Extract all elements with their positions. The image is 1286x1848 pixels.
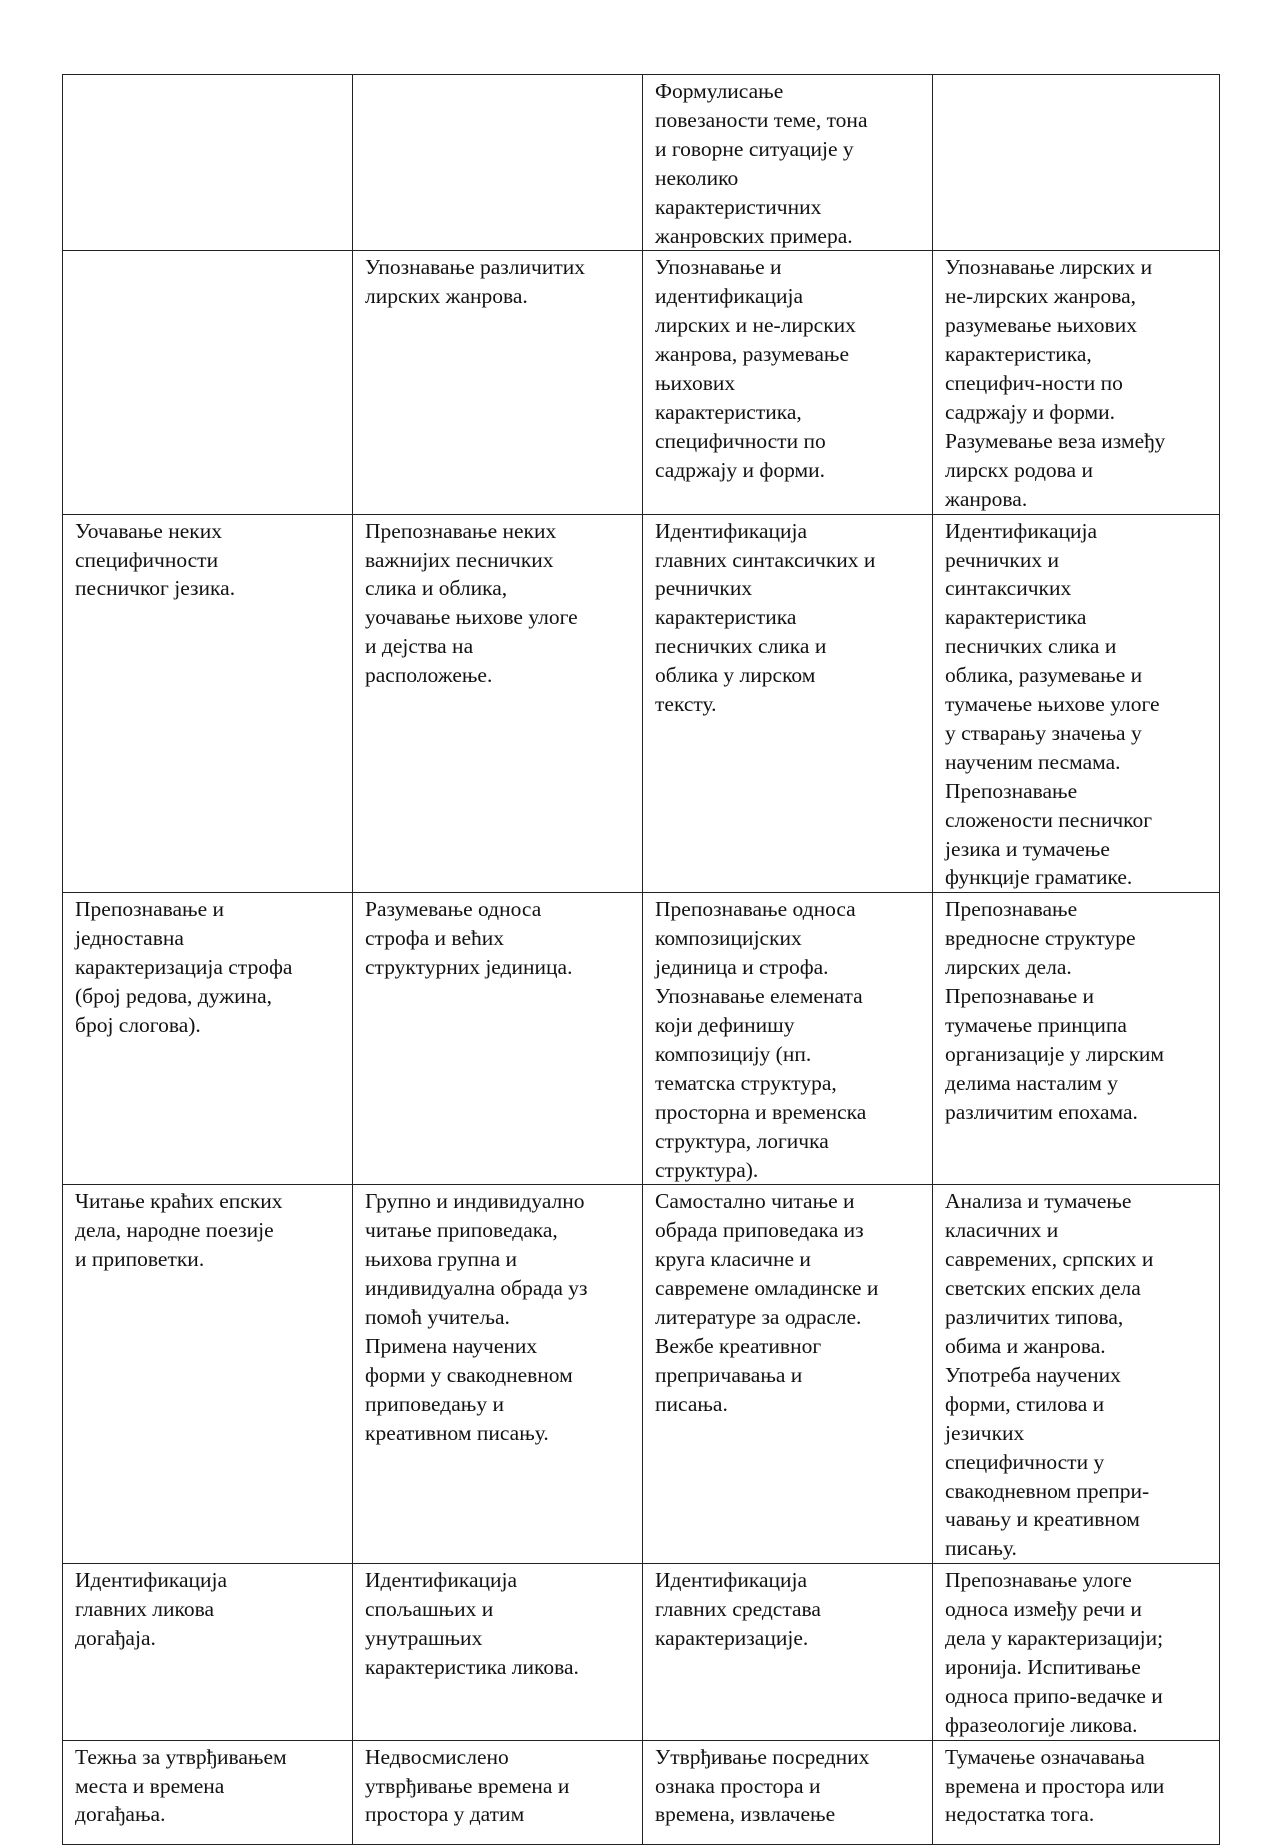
table-cell: Анализа и тумачење класичних и савремених, српских и светских епских дела различитих типова, обима и жанрова. Употреба научених форми, стилова и језичких специфичности у свакодневном препри- чавању и креативном писању. xyxy=(933,1185,1220,1564)
table-cell: Тумачење означавања времена и простора или недостатка тога. xyxy=(933,1740,1220,1844)
table-row xyxy=(63,1564,1220,1740)
table-cell: Разумевање односа строфа и већих структурних јединица. xyxy=(353,893,643,1185)
table-cell: Идентификација главних ликова догађаја. xyxy=(63,1564,353,1740)
table-cell: Групно и индивидуално читање приповедака, њихова групна и индивидуална обрада уз помоћ учитеља. Примена научених форми у свакодневном приповедању и креативном писању. xyxy=(353,1185,643,1564)
table-cell: Идентификација главних средстава карактеризације. xyxy=(643,1564,933,1740)
table-cell: Препознавање вредносне структуре лирских дела. Препознавање и тумачење принципа организације у лирским делима насталим у различитим епохама. xyxy=(933,893,1220,1185)
table-row xyxy=(63,75,1220,251)
table-cell: Упознавање и идентификација лирских и не-лирских жанрова, разумевање њихових карактеристика, специфичности по садржају и форми. xyxy=(643,251,933,514)
table-cell: Идентификација речничких и синтаксичких карактеристика песничких слика и облика, разумевање и тумачење њихове улоге у стварању значења у наученим песмама. Препознавање сложености песничког језика и тумачење функције граматике. xyxy=(933,514,1220,893)
table-row xyxy=(63,893,1220,1185)
table-cell: Читање краћих епских дела, народне поезије и приповетки. xyxy=(63,1185,353,1564)
table-row xyxy=(63,1185,1220,1564)
table-cell xyxy=(353,75,643,251)
table-cell: Идентификација главних синтаксичких и речничких карактеристика песничких слика и облика у лирском тексту. xyxy=(643,514,933,893)
table-cell: Препознавање и једноставна карактеризација строфа (број редова, дужина, број слогова). xyxy=(63,893,353,1185)
table-cell xyxy=(933,75,1220,251)
table-row xyxy=(63,251,1220,514)
table-cell: Тежња за утврђивањем места и времена догађања. xyxy=(63,1740,353,1844)
table-cell: Упознавање лирских и не-лирских жанрова, разумевање њихових карактеристика, специфич-ности по садржају и форми. Разумевање веза између лирскх родова и жанрова. xyxy=(933,251,1220,514)
table-cell: Формулисање повезаности теме, тона и говорне ситуације у неколико карактеристичних жанровских примера. xyxy=(643,75,933,251)
table-cell xyxy=(63,75,353,251)
table-row xyxy=(63,1740,1220,1844)
table-cell: Идентификација спољашњих и унутрашњих карактеристика ликова. xyxy=(353,1564,643,1740)
table-cell xyxy=(63,251,353,514)
table-cell: Препознавање односа композицијских јединица и строфа. Упознавање елемената који дефинишу композицију (нп. тематска структура, просторна и временска структура, логичка структура). xyxy=(643,893,933,1185)
table-cell: Утврђивање посредних ознака простора и времена, извлачење xyxy=(643,1740,933,1844)
table-cell: Недвосмислено утврђивање времена и простора у датим xyxy=(353,1740,643,1844)
table-cell: Препознавање неких важнијих песничких слика и облика, уочавање њихове улоге и дејства на расположење. xyxy=(353,514,643,893)
table-cell: Упознавање различитих лирских жанрова. xyxy=(353,251,643,514)
table-cell: Самостално читање и обрада приповедака из круга класичне и савремене омладинске и литературе за одрасле. Вежбе креативног препричавања и писања. xyxy=(643,1185,933,1564)
curriculum-table xyxy=(62,74,1220,1845)
table-cell: Уочавање неких специфичности песничког језика. xyxy=(63,514,353,893)
table-row xyxy=(63,514,1220,893)
table-cell: Препознавање улоге односа између речи и дела у карактеризацији; иронија. Испитивање односа припо-ведачке и фразеологије ликова. xyxy=(933,1564,1220,1740)
